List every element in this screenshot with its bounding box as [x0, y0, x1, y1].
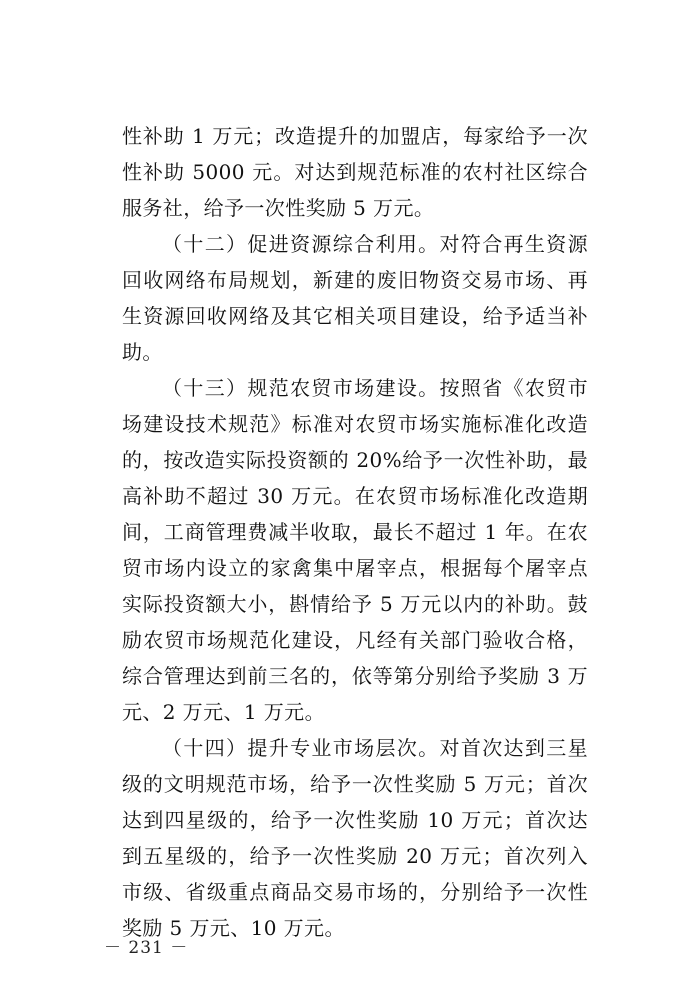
paragraph-section-14: （十四）提升专业市场层次。对首次达到三星级的文明规范市场，给予一次性奖励 5 万元；首次达到四星级的，给予一次性奖励 10 万元；首次达到五星级的，给予一次性奖励 20 万元；首次列入市级、省级重点商品交易市场的，分别给予一次性奖励 5 万元、10 万元。: [122, 736, 588, 940]
paragraph-continuation: 性补助 1 万元；改造提升的加盟店，每家给予一次性补助 5000 元。对达到规范标准的农村社区综合服务社，给予一次性奖励 5 万元。: [122, 124, 588, 220]
document-body: [122, 118, 588, 946]
page-number: － 231 －: [104, 938, 189, 958]
paragraph-section-12: （十二）促进资源综合利用。对符合再生资源回收网络布局规划，新建的废旧物资交易市场、再生资源回收网络及其它相关项目建设，给予适当补助。: [122, 232, 588, 364]
paragraph-section-13: （十三）规范农贸市场建设。按照省《农贸市场建设技术规范》标准对农贸市场实施标准化改造的，按改造实际投资额的 20%给予一次性补助，最高补助不超过 30 万元。在农贸市场标准化改造期间，工商管理费减半收取，最长不超过 1 年。在农贸市场内设立的家禽集中屠宰点，根据每个屠宰点实际投资额大小，斟情给予 5 万元以内的补助。鼓励农贸市场规范化建设，凡经有关部门验收合格，综合管理达到前三名的，依等第分别给予奖励 3 万元、2 万元、1 万元。: [122, 376, 588, 724]
